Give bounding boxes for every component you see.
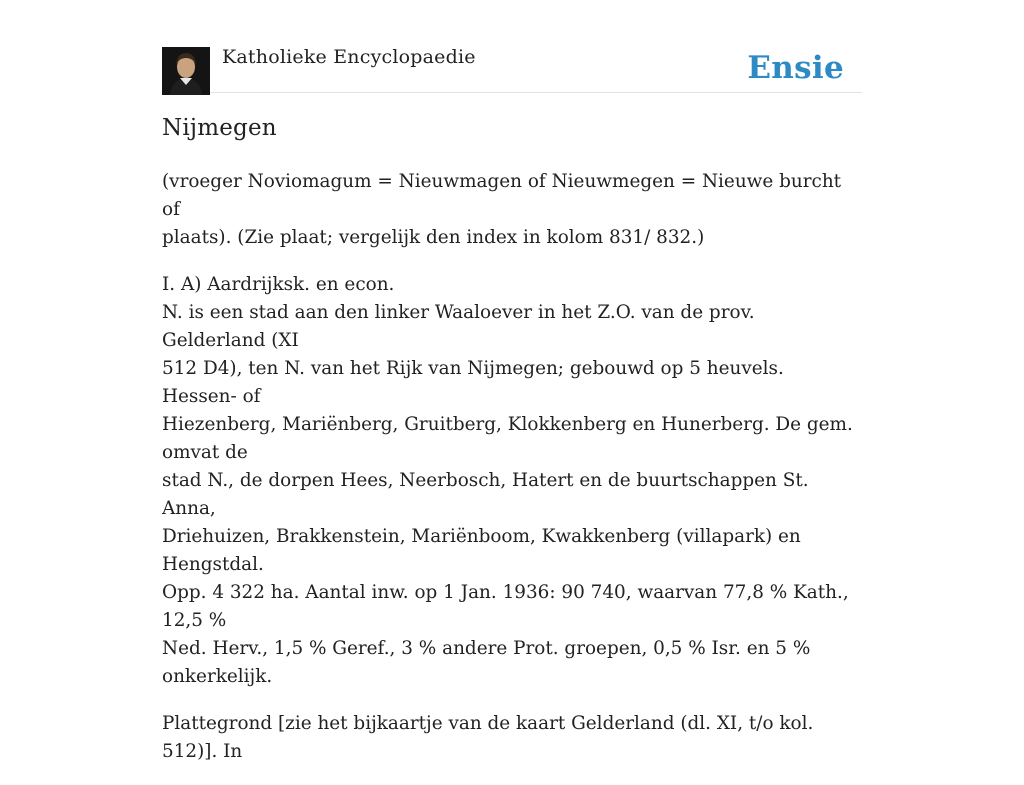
portrait-icon bbox=[162, 47, 210, 95]
source-name[interactable]: Katholieke Encyclopaedie bbox=[222, 46, 476, 68]
site-header bbox=[162, 40, 862, 93]
brand-logo-link[interactable]: Ensie bbox=[747, 50, 844, 86]
article-title: Nijmegen bbox=[162, 115, 277, 141]
article-paragraph: I. A) Aardrijksk. en econ. N. is een stad aan den linker Waaloever in het Z.O. van de prov. Gelderland (XI 512 D4), ten N. van het Rijk van Nijmegen; gebouwd op 5 heuvels. Hessen- of Hiezenberg, Mariënberg, Gruitberg, Klokkenberg en Hunerberg. De gem. omvat de stad N., de dorpen Hees, Neerbosch, Hatert en de buurtschappen St. Anna, Driehuizen, Brakkenstein, Mariënboom, Kwakkenberg (villapark) en Hengstdal. Opp. 4 322 ha. Aantal inw. op 1 Jan. 1936: 90 740, waarvan 77,8 % Kath., 12,5 % Ned. Herv., 1,5 % Geref., 3 % andere Prot. groepen, 0,5 % Isr. en 5 % onkerkelijk. bbox=[162, 274, 853, 687]
avatar[interactable] bbox=[162, 47, 210, 95]
article-paragraph: Plattegrond [zie het bijkaartje van de kaart Gelderland (dl. XI, t/o kol. 512)]. In bbox=[162, 713, 814, 762]
page-container bbox=[162, 0, 862, 762]
article-body bbox=[162, 168, 862, 785]
article-paragraph: (vroeger Noviomagum = Nieuwmagen of Nieuwmegen = Nieuwe burcht of plaats). (Zie plaat; vergelijk den index in kolom 831/ 832.) bbox=[162, 171, 842, 248]
